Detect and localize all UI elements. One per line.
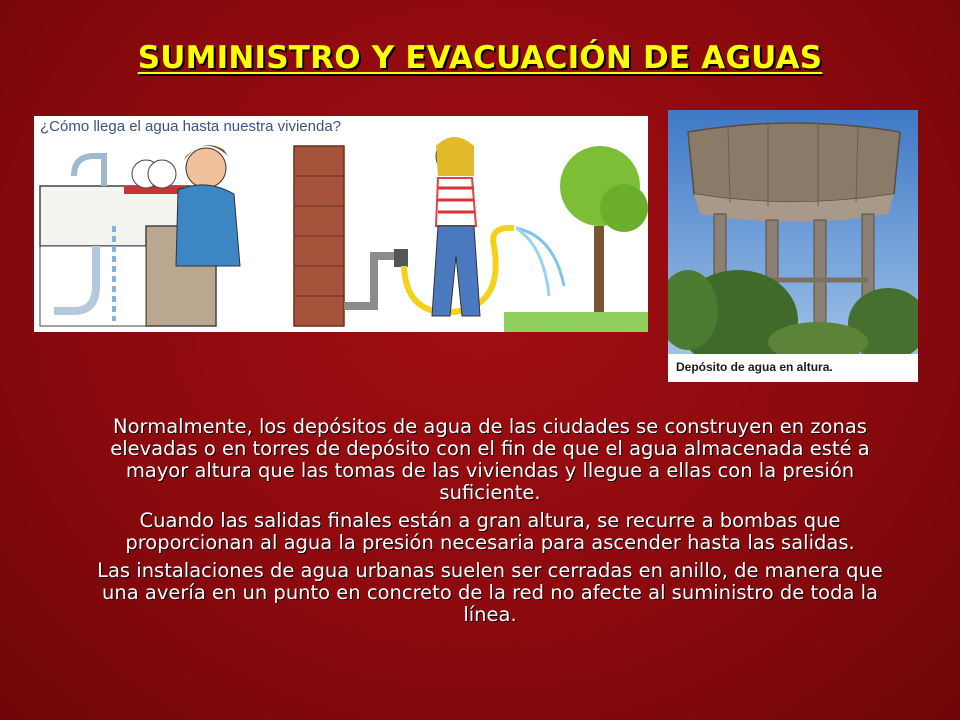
water-tower-image bbox=[668, 110, 918, 354]
water-tower-photo bbox=[668, 110, 918, 382]
photo-caption-bar bbox=[668, 354, 918, 382]
paragraph-pumps: Cuando las salidas finales están a gran altura, se recurre a bombas que proporcionan al agua la presión necesaria para ascender hasta las salidas. bbox=[125, 509, 855, 554]
illustration-drawing bbox=[34, 116, 648, 332]
body-text bbox=[90, 416, 890, 632]
illustration-caption: ¿Cómo llega el agua hasta nuestra vivienda? bbox=[40, 118, 342, 135]
slide-title: SUMINISTRO Y EVACUACIÓN DE AGUAS bbox=[137, 40, 823, 76]
paragraph-reservoirs: Normalmente, los depósitos de agua de las ciudades se construyen en zonas elevadas o en torres de depósito con el fin de que el agua almacenada esté a mayor altura que las tomas de las viviendas y llegue a ellas con la presión suficiente. bbox=[110, 415, 870, 504]
water-supply-illustration bbox=[34, 116, 648, 332]
paragraph-ring-network: Las instalaciones de agua urbanas suelen ser cerradas en anillo, de manera que una avería en un punto en concreto de la red no afecte al suministro de toda la línea. bbox=[97, 559, 883, 626]
photo-caption: Depósito de agua en altura. bbox=[676, 360, 833, 374]
